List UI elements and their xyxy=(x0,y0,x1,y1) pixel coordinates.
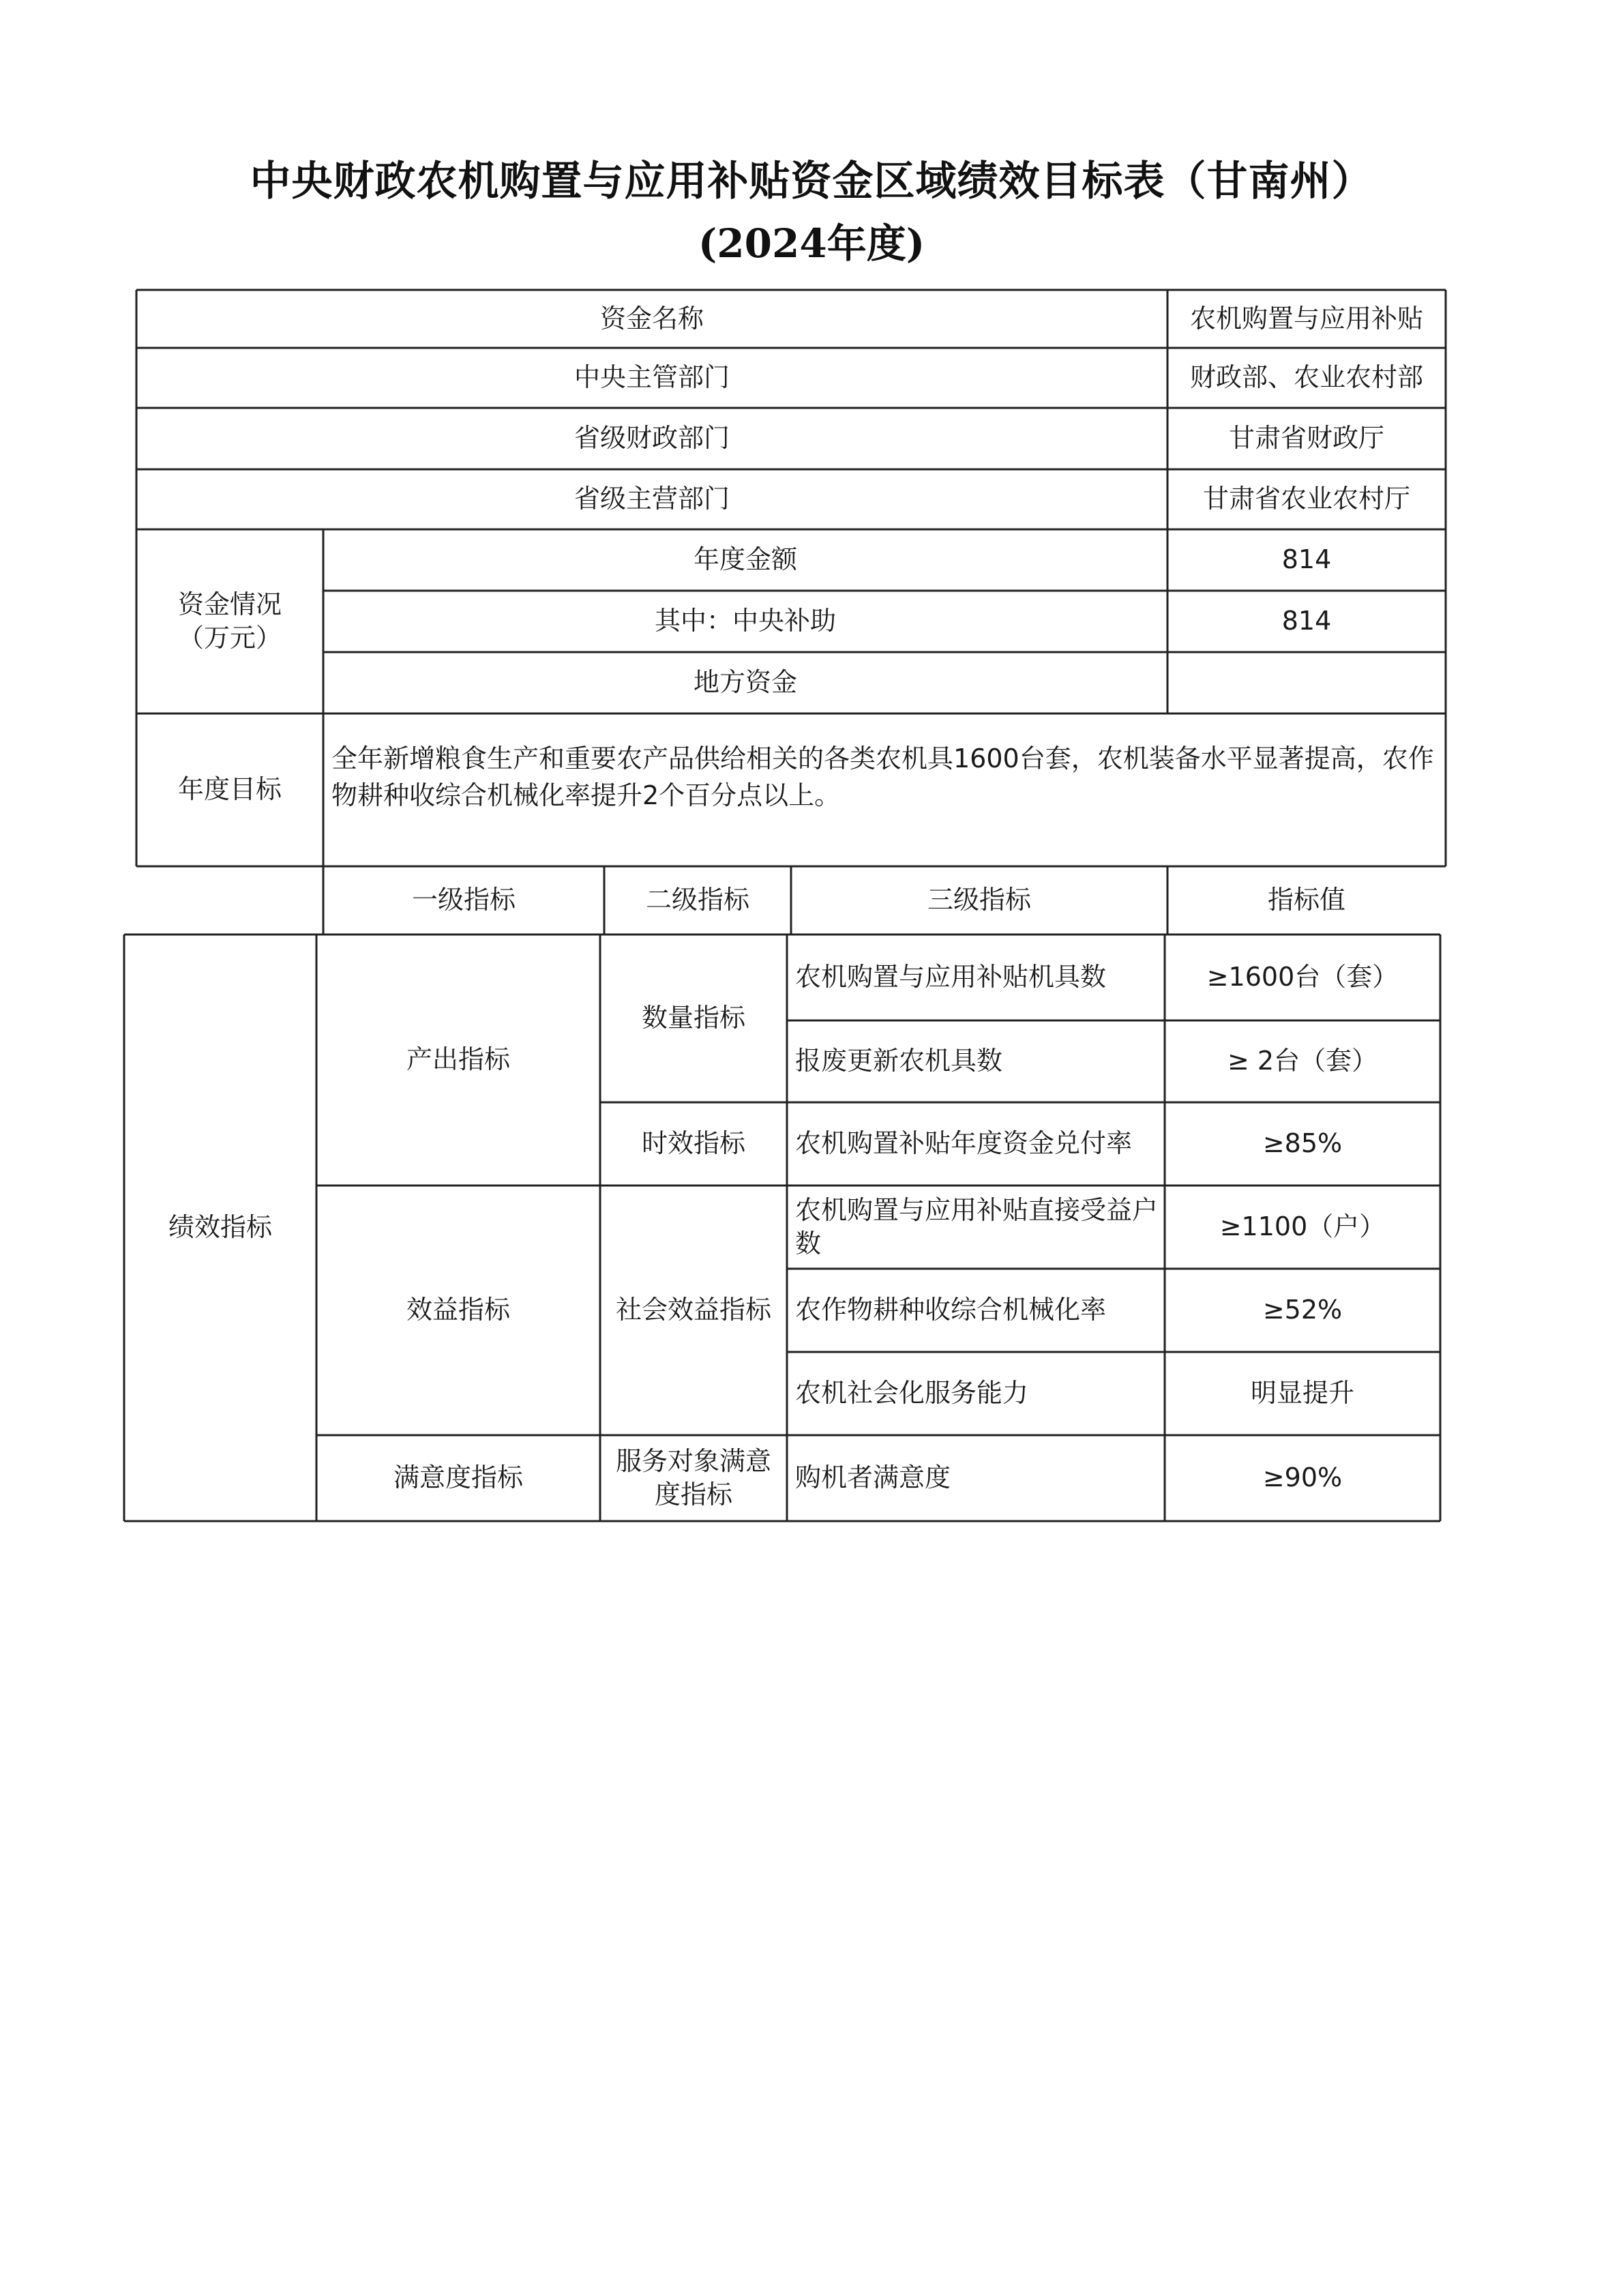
fund-name-label: 资金名称 xyxy=(599,303,704,334)
funding-label: 资金情况（万元） xyxy=(177,589,282,653)
benefit-indicator-label: 效益指标 xyxy=(406,1295,510,1325)
page-subtitle: (2024年度) xyxy=(698,220,925,267)
payment-rate-value: ≥85% xyxy=(1262,1128,1343,1159)
table-row-service-capacity: 农机社会化服务能力 xyxy=(795,1378,1029,1409)
buyer-satisfaction-value: ≥90% xyxy=(1262,1462,1343,1493)
table-row-machine-count: 农机购置与应用补贴机具数 xyxy=(795,962,1107,992)
level2-header: 二级指标 xyxy=(645,885,749,915)
provincial-dept-value: 甘肃省农业农村厅 xyxy=(1202,484,1410,514)
annual-amount-value: 814 xyxy=(1281,544,1332,575)
central-dept-value: 财政部、农业农村部 xyxy=(1189,362,1423,393)
output-indicator-label: 产出指标 xyxy=(406,1044,510,1075)
level1-header: 一级指标 xyxy=(411,885,516,915)
table-row-mechanization-rate: 农作物耕种收综合机械化率 xyxy=(795,1295,1107,1325)
page-title: 中央财政农机购置与应用补贴资金区域绩效目标表（甘南州） xyxy=(250,158,1373,205)
beneficiaries-value: ≥1100（户） xyxy=(1219,1211,1386,1242)
annual-goal-label: 年度目标 xyxy=(177,774,282,805)
timeliness-indicator-label: 时效指标 xyxy=(641,1128,745,1159)
local-funds-label: 地方资金 xyxy=(693,667,797,698)
central-subsidy-value: 814 xyxy=(1281,606,1332,636)
provincial-finance-label: 省级财政部门 xyxy=(574,423,730,454)
table-row-beneficiaries: 农机购置与应用补贴直接受益户数 xyxy=(795,1194,1159,1259)
social-benefit-label: 社会效益指标 xyxy=(615,1295,771,1325)
table-row-payment-rate: 农机购置补贴年度资金兑付率 xyxy=(795,1128,1133,1159)
level3-header: 三级指标 xyxy=(927,885,1031,915)
annual-goal-text: 全年新增粮食生产和重要农产品供给相关的各类农机具1600台套，农机装备水平显著提高，农作物耕种收综合机械化率提升2个百分点以上。 xyxy=(331,744,1434,810)
value-header: 指标值 xyxy=(1267,885,1345,915)
service-capacity-value: 明显提升 xyxy=(1250,1378,1354,1409)
provincial-dept-label: 省级主营部门 xyxy=(574,484,730,514)
fund-name-value: 农机购置与应用补贴 xyxy=(1189,303,1423,334)
provincial-finance-value: 甘肃省财政厅 xyxy=(1228,423,1384,454)
satisfaction-indicator-label: 满意度指标 xyxy=(393,1462,523,1493)
mechanization-rate-value: ≥52% xyxy=(1262,1295,1343,1325)
performance-label: 绩效指标 xyxy=(168,1212,272,1243)
table-row-buyer-satisfaction: 购机者满意度 xyxy=(795,1462,951,1493)
annual-amount-label: 年度金额 xyxy=(693,544,797,575)
service-satisfaction-label: 服务对象满意度指标 xyxy=(615,1445,771,1510)
machine-count-value: ≥1600台（套） xyxy=(1206,962,1399,992)
central-subsidy-label: 其中：中央补助 xyxy=(654,606,836,636)
quantity-indicator-label: 数量指标 xyxy=(641,1003,745,1033)
central-dept-label: 中央主管部门 xyxy=(574,362,730,393)
scrapped-machines-value: ≥ 2台（套） xyxy=(1227,1046,1378,1076)
local-funds-value xyxy=(1167,652,1446,713)
table-row-scrapped-machines: 报废更新农机具数 xyxy=(795,1046,1003,1076)
